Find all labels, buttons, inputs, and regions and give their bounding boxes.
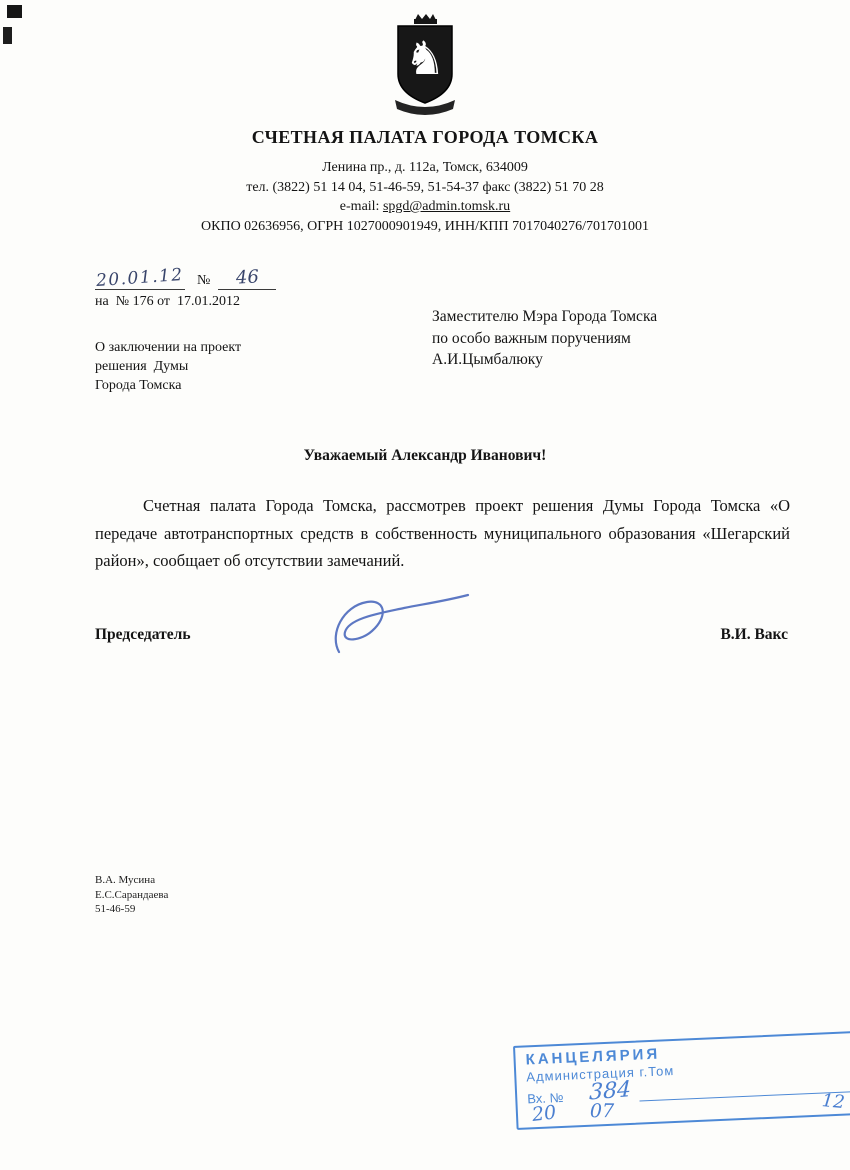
signature-row (95, 626, 788, 666)
addressee-block (432, 306, 657, 371)
signer-name: В.И. Вакс (720, 626, 788, 643)
letter-body-paragraph: Счетная палата Города Томска, рассмотрев проект решения Думы Города Томска «О передаче автотранспортных средств в собственность муниципального образования «Шегарский район», сообщает об отсутствии замечаний. (95, 496, 790, 570)
stamp-administration-line: Администрация г.Том (526, 1062, 675, 1085)
salutation: Уважаемый Александр Иванович! (303, 447, 547, 464)
email-label: e-mail: (339, 199, 383, 214)
coat-of-arms-icon (389, 12, 461, 116)
executors-block (95, 873, 168, 917)
executor-name: Е.С.Сарандаева (95, 888, 169, 901)
email-address: spgd@admin.tomsk.ru (382, 199, 511, 214)
handwritten-signature (325, 592, 475, 672)
subject-block (95, 338, 241, 395)
stamp-handwritten-number: 384 (589, 1077, 632, 1106)
letterhead-contact-block (0, 158, 850, 236)
subject-line: Города Томска (95, 378, 182, 393)
address-line: Ленина пр., д. 112а, Томск, 634009 (322, 160, 528, 175)
svg-text:♞: ♞ (404, 31, 446, 85)
organization-name: СЧЕТНАЯ ПАЛАТА ГОРОДА ТОМСКА (251, 127, 599, 147)
signature-icon (325, 592, 475, 667)
subject-line: О заключении на проект (95, 340, 242, 355)
stamp-incoming-label: Вх. № (526, 1089, 564, 1107)
reply-to-line: на № 176 от 17.01.2012 (95, 294, 240, 309)
stamp-handwritten-year: 12 (820, 1090, 846, 1114)
addressee-line: по особо важным поручениям (432, 329, 631, 347)
tomsk-coat-of-arms-emblem (389, 12, 461, 121)
registry-codes-line: ОКПО 02636956, ОГРН 1027000901949, ИНН/КПП 7017040276/701701001 (201, 218, 649, 234)
number-field (218, 267, 276, 290)
email-line (0, 197, 850, 217)
addressee-line: А.И.Цымбалюку (432, 351, 543, 368)
outgoing-number-row (95, 260, 415, 290)
handwritten-number: 46 (235, 266, 260, 289)
phone-line: тел. (3822) 51 14 04, 51-46-59, 51-54-37 факс (3822) 51 70 28 (246, 179, 604, 195)
number-sign: № (197, 273, 211, 288)
stamp-handwritten-day: 20 (530, 1101, 558, 1127)
signer-position: Председатель (95, 626, 191, 643)
reference-block (95, 260, 415, 310)
scan-artifact (3, 27, 12, 44)
executor-phone: 51-46-59 (95, 903, 136, 915)
subject-line: решения Думы (95, 359, 189, 374)
incoming-registration-stamp (513, 1030, 850, 1130)
addressee-line: Заместителю Мэра Города Томска (432, 308, 658, 325)
scan-artifact (7, 5, 22, 18)
handwritten-date: 20.01.12 (95, 264, 185, 292)
date-field (95, 264, 185, 292)
executor-name: В.А. Мусина (95, 874, 156, 886)
stamp-office-title: КАНЦЕЛЯРИЯ (525, 1045, 661, 1069)
stamp-handwritten-month: 07 (590, 1100, 615, 1123)
